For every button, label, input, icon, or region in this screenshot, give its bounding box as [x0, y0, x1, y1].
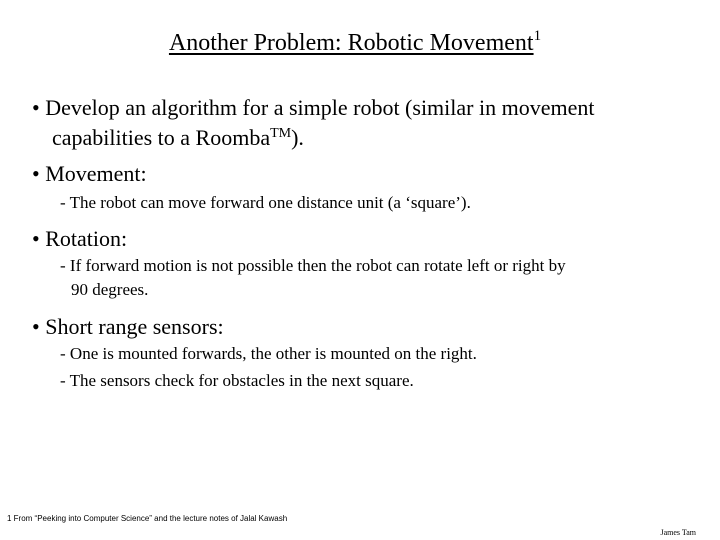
sub-sensors-check: - The sensors check for obstacles in the next square.: [60, 371, 414, 390]
sub-sensors-mounting: - One is mounted forwards, the other is mounted on the right.: [60, 344, 477, 363]
author-credit: James Tam: [660, 528, 696, 537]
sub-rotation-line1: - If forward motion is not possible then the robot can rotate left or right by: [60, 256, 566, 275]
footnote-marker: 1: [533, 28, 542, 44]
bullet-develop-line2-end: ).: [291, 125, 304, 150]
bullet-develop-line1: • Develop an algorithm for a simple robot (similar in movement: [32, 95, 595, 120]
bullet-rotation: • Rotation:: [32, 226, 128, 251]
bullet-sensors: • Short range sensors:: [32, 314, 224, 339]
bullet-movement: • Movement:: [32, 161, 147, 186]
trademark-mark: TM: [270, 126, 292, 141]
sub-movement-forward: - The robot can move forward one distance unit (a ‘square’).: [60, 193, 471, 212]
bullet-develop-line2-text: capabilities to a Roomba: [52, 125, 271, 150]
sub-rotation-rule: [60, 254, 670, 302]
slide-title: [0, 30, 710, 57]
sub-rotation-line2: 90 degrees.: [71, 280, 149, 299]
bullet-develop-line2: [32, 123, 672, 153]
slide-title-text: Another Problem: Robotic Movement: [168, 30, 534, 56]
bullet-develop-algorithm: [32, 93, 672, 153]
footnote: 1 From “Peeking into Computer Science” and the lecture notes of Jalal Kawash: [7, 514, 288, 523]
